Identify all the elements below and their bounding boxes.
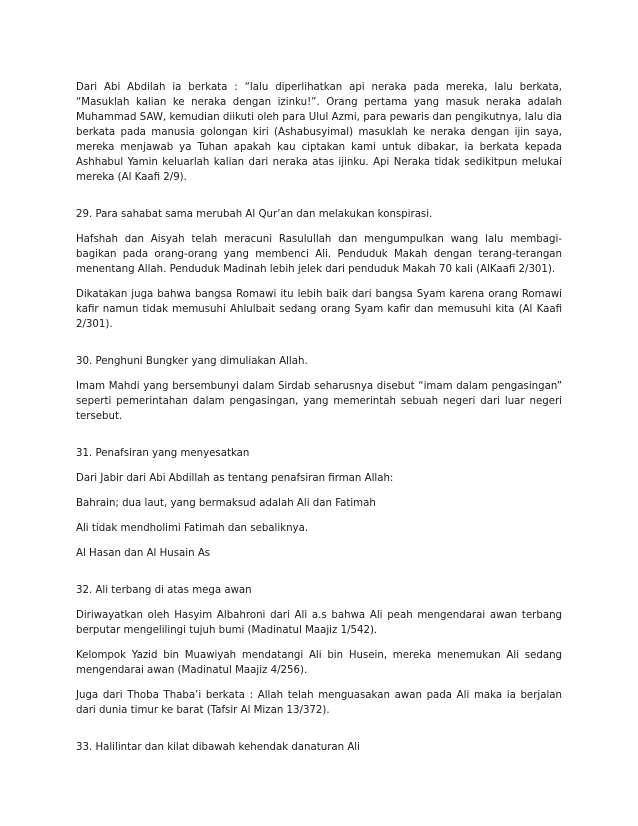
heading-33: 33. Halilintar dan kilat dibawah kehendak danaturan Ali bbox=[76, 742, 360, 753]
paragraph-jabir: Dari Jabir dari Abi Abdillah as tentang penafsiran firman Allah: bbox=[76, 473, 394, 484]
heading-31: 31. Penafsiran yang menyesatkan bbox=[76, 448, 250, 459]
heading-32: 32. Ali terbang di atas mega awan bbox=[76, 585, 252, 596]
heading-29: 29. Para sahabat sama merubah Al Qur’an dan melakukan konspirasi. bbox=[76, 209, 433, 220]
paragraph-bahrain: Bahrain; dua laut, yang bermaksud adalah Ali dan Fatimah bbox=[76, 498, 376, 509]
paragraph-hasan-husain: Al Hasan dan Al Husain As bbox=[76, 548, 211, 559]
document-page bbox=[76, 80, 562, 755]
paragraph-al-kaafi-neraka: Dari Abi Abdilah ia berkata : “lalu diperlihatkan api neraka pada mereka, lalu berkata, “Masuklah kalian ke neraka dengan izinku!”. Orang pertama yang masuk neraka adalah Muhammad SAW, kemudian diikuti oleh para Ulul Azmi, para pewaris dan pengikutnya, lalu dia berkata pada manusia golongan kiri (Ashabusyimal) masuklah ke neraka dengan ijin saya, mereka menjawab ya Tuhan apakah kau ciptakan kami untuk dibakar, ia berkata kepada Ashhabul Yamin keluarlah kalian dari neraka atas ijinku. Api Neraka tidak sedikitpun melukai mereka (Al Kaafi 2/9). bbox=[76, 82, 562, 183]
paragraph-hasyim-albahroni: Diriwayatkan oleh Hasyim Albahroni dari Ali a.s bahwa Ali peah mengendarai awan terbang berputar mengelilingi tujuh bumi (Madinatul Maajiz 1/542). bbox=[76, 610, 562, 636]
paragraph-thoba-thabai: Juga dari Thoba Thaba’i berkata : Allah telah menguasakan awan pada Ali maka ia berjalan dari dunia timur ke barat (Tafsir Al Mizan 13/372). bbox=[76, 690, 562, 716]
heading-30: 30. Penghuni Bungker yang dimuliakan Allah. bbox=[76, 356, 308, 367]
paragraph-romawi-syam: Dikatakan juga bahwa bangsa Romawi itu lebih baik dari bangsa Syam karena orang Romawi kafir namun tidak memusuhi Ahlulbait sedang orang Syam kafir dan memusuhi kita (Al Kaafi 2/301). bbox=[76, 289, 562, 330]
paragraph-imam-mahdi: Imam Mahdi yang bersembunyi dalam Sirdab seharusnya disebut “imam dalam pengasingan” seperti pemerintahan dalam pengasingan, yang memerintah sebuah negeri dari luar negeri tersebut. bbox=[76, 381, 562, 422]
paragraph-hafshah-aisyah: Hafshah dan Aisyah telah meracuni Rasulullah dan mengumpulkan wang lalu membagi-bagikan pada orang-orang yang membenci Ali. Penduduk Makah dengan terang-terangan menentang Allah. Penduduk Madinah lebih jelek dari penduduk Makah 70 kali (AlKaafi 2/301). bbox=[76, 234, 562, 275]
paragraph-yazid-muawiyah: Kelompok Yazid bin Muawiyah mendatangi Ali bin Husein, mereka menemukan Ali sedang mengendarai awan (Madinatul Maajiz 4/256). bbox=[76, 650, 562, 676]
paragraph-ali-fatimah: Ali tidak mendholimi Fatimah dan sebaliknya. bbox=[76, 523, 309, 534]
